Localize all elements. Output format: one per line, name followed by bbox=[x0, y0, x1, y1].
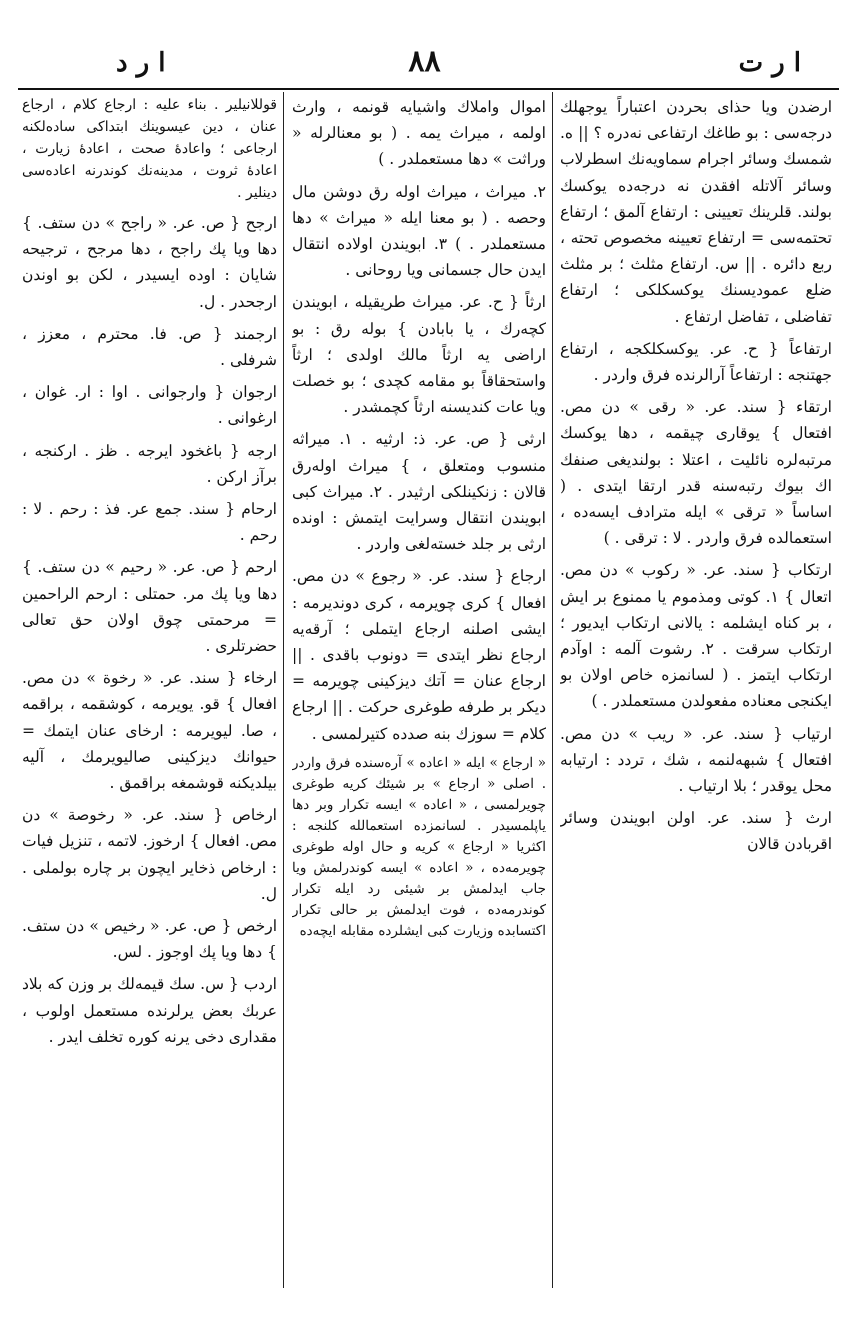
entry-irtiyab: ارتیاب { سند. عر. « ریب » دن مص. افتعال } شبهه‌لنمه ، شك ، تردد : ارتیابه محل یوقدر ؛ بلا ارتیاب . bbox=[560, 724, 832, 796]
entry-irs-cont: اموال واملاك واشیایه قونمه ، وارث اولمه ، میراث یمه . ( بو معنالرله « وراثت » دها مستعملدر . ) bbox=[292, 98, 546, 169]
column-middle bbox=[292, 94, 546, 1290]
entry-erhas: ارخص { ص. عر. « رخیص » دن ستف. } دها ویا پك اوجوز . لس. bbox=[22, 917, 277, 962]
entry-irsen: ارثاً { ح. عر. میراث طریقیله ، ابویندن کچه‌رك ، یا بابادن } بوله رق : بو اراضی یه ارثاً مالك اولدی ؛ ارثاً واستحقاقاً بو مقامه کچدی ؛ بو خصلت ویا عات کندیسنه ارثاً کچمشدر . bbox=[292, 293, 546, 417]
entry-ercumend: ارجمند { ص. فا. محترم ، معزز ، شرفلی . bbox=[22, 324, 277, 370]
column-divider-right bbox=[552, 92, 553, 1288]
column-right bbox=[560, 94, 832, 1290]
entry-irca: ارجاع { سند. عر. « رجوع » دن مص. افعال } کری چویرمه ، کری دوندیرمه : ایشی اصلنه ارجاع ایتملی ؛ آرقه‌یه ارجاع نظر ایتدی = دونوب باقدی . || ارجاع عنان = آتك دیزکینی چویرمه = دیکر بر طرفه طوغری حرکت . || ارجاع کلام = سوزك بنه صدده کتیرلمسی . bbox=[292, 567, 546, 743]
header-left-guide-letters: ا ر د bbox=[116, 48, 166, 78]
entry-irtifaan: ارتفاعاً { ح. عر. یوکسکلکجه ، ارتفاع جهتنجه : ارتفاعاً آرالرنده فرق واردر . bbox=[560, 339, 832, 385]
header-rule bbox=[18, 88, 839, 90]
entry-irtika: ارتقاء { سند. عر. « رقی » دن مص. افتعال } یوقاری چیقمه ، دها یوکسك مرتبه‌لره نائلیت ، اعتلا : بولندیغی صنفك اك بیوك رتبه‌سنه قدر ارتقا ایتدی . ( اساساً « ترقی » ایله مترادف ایسه‌ده ، استعمالده فرق واردر . لا : ترقی . ) bbox=[560, 398, 832, 548]
entry-irs: ارث { سند. عر. اولن ابویندن وسائر اقربادن قالان bbox=[560, 809, 832, 854]
entry-irha: ارخاء { سند. عر. « رخوة » دن مص. افعال } قو. یویرمه ، کوشقمه ، براقمه ، صا. لیویرمه : ارخای عنان ایتمك = حیوانك دیزکینی صالیویرمك ، آلیه بیلدیکنه قوشمغه براقمق . bbox=[22, 669, 277, 793]
column-divider-left bbox=[283, 92, 284, 1288]
page-number: ۸۸ bbox=[408, 44, 441, 79]
entry-ercuvan: ارجوان { وارجوانی . اوا : ار. غوان ، ارغوانی . bbox=[22, 383, 277, 428]
page-header bbox=[20, 44, 829, 88]
header-right-guide-letters: ا ر ت bbox=[738, 48, 801, 78]
column-left bbox=[22, 94, 277, 1290]
entry-irtikab: ارتکاب { سند. عر. « رکوب » دن مص. اتعال } ۱. کوتی ومذموم یا ممنوع بر ایش ، بر کناه ایشلمه : یالانی ارتکاب ایدیور ؛ ارتکاب سرقت . ۲. رشوت آلمه : اوآدم ارتکاب ایتمز . ( لسانمزه خاص اولان بو ایکنجی معناده مفعولدن مستعملدر . ) bbox=[560, 561, 832, 711]
entry-irsi: ارثی { ص. عر. ذ: ارثیه . ۱. میراثه منسوب ومتعلق ، } میراث اوله‌رق قالان : زنکینلکی ارثیدر . ۲. میراث کبی ابویندن انتقال وسرایت ایتمش : اونده ارثی بر جلد خسته‌لغی واردر . bbox=[292, 430, 546, 554]
entry-erce: ارجه { باغخود ایرجه . ظز . ارکنجه ، برآز ارکن . bbox=[22, 441, 277, 486]
entry-irhas: ارخاص { سند. عر. « رخوصة » دن مص. افعال } ارخوز. لاتمه ، تنزیل فیات : ارخاص ذخایر ایچون بر چاره بولملی . ل. bbox=[22, 806, 277, 903]
entry-ercah: ارجح { ص. عر. « راجح » دن ستف. } دها ویا پك راجح ، دها مرجح ، ترجیحه شایان : اوده ایسیدر ، لکن بو اوندن ارجحدر . ل. bbox=[22, 214, 277, 311]
entry-irtifa-cont: ارضدن ویا حذای بحردن اعتباراً یوجهلك درجه‌سی : بو طاغك ارتفاعی نه‌دره ؟ || ه. شمسك وسائر اجرام سماویه‌نك اسطرلاب وسائر آلاتله افقدن نه درجه‌ده یوکسك بولند. قلرینك تعیینی : ارتفاع آلمق ؛ ارتفاع تحتمه‌سی = ارتفاع تعیینه مخصوص تحته ، ربع دائره . || س. ارتفاع مثلث ؛ بر مثلث ضلع عمودیسنك یوکسکلکی ؛ ارتفاع تفاضلی ، تفاضل ارتفاع . bbox=[560, 98, 832, 326]
entry-erham: ارحام { سند. جمع عر. فذ : رحم . لا : رحم . bbox=[22, 500, 277, 545]
entry-note-cont: قوللانیلیر . بناء علیه : ارجاع کلام ، ارجاع عنان ، دین عیسوینك ابتداکی ساده‌لکنه ارجاعی ؛ واعادهٔ صحت ، اعادهٔ زیارت ، اعادهٔ ثروت ، مدینه‌نك کوندرنه اعاده‌سی دینلیر . bbox=[22, 97, 277, 201]
entry-irs-senses: ۲. میراث ، میراث اوله رق دوشن مال وحصه . ( بو معنا ایله « میراث » دها مستعملدر . ) ۳. ابویندن اولاده انتقال ایدن حال جسمانی ویا روحانی . bbox=[292, 182, 546, 280]
entry-erhem: ارحم { ص. عر. « رحیم » دن ستف. } دها ویا پك مر. حمتلی : ارحم الراحمین = مرحمتی چوق اولان حق تعالی حضرتلری . bbox=[22, 558, 277, 656]
entry-irca-note: « ارجاع » ایله « اعاده » آره‌سنده فرق واردر . اصلی « ارجاع » بر شیئك کریه طوغری چویرلمسی ، « اعاده » ایسه تکرار وبر دها یاپلمسیدر . لسانمزده استعمالله کلنجه : اکثریا « ارجاع » کریه و حال اوله طوغری چویرمه‌ده ، « اعاده » ایسه کوندرلمش ویا جاب ایدلمش بر شیئی رد ایله تکرار کوندرمه‌ده ، فوت ایدلمش بر حالی تکرار اکتسابده وزیارت کبی ایشلرده مقابله ایچه‌ده bbox=[292, 754, 546, 939]
entry-erdeb: اردب { س. سك قیمه‌لك بر وزن که بلاد عربك بعض یرلرنده مستعمل اولوب ، مقداری دخی یرنه کوره تخلف ایدر . bbox=[22, 975, 277, 1046]
